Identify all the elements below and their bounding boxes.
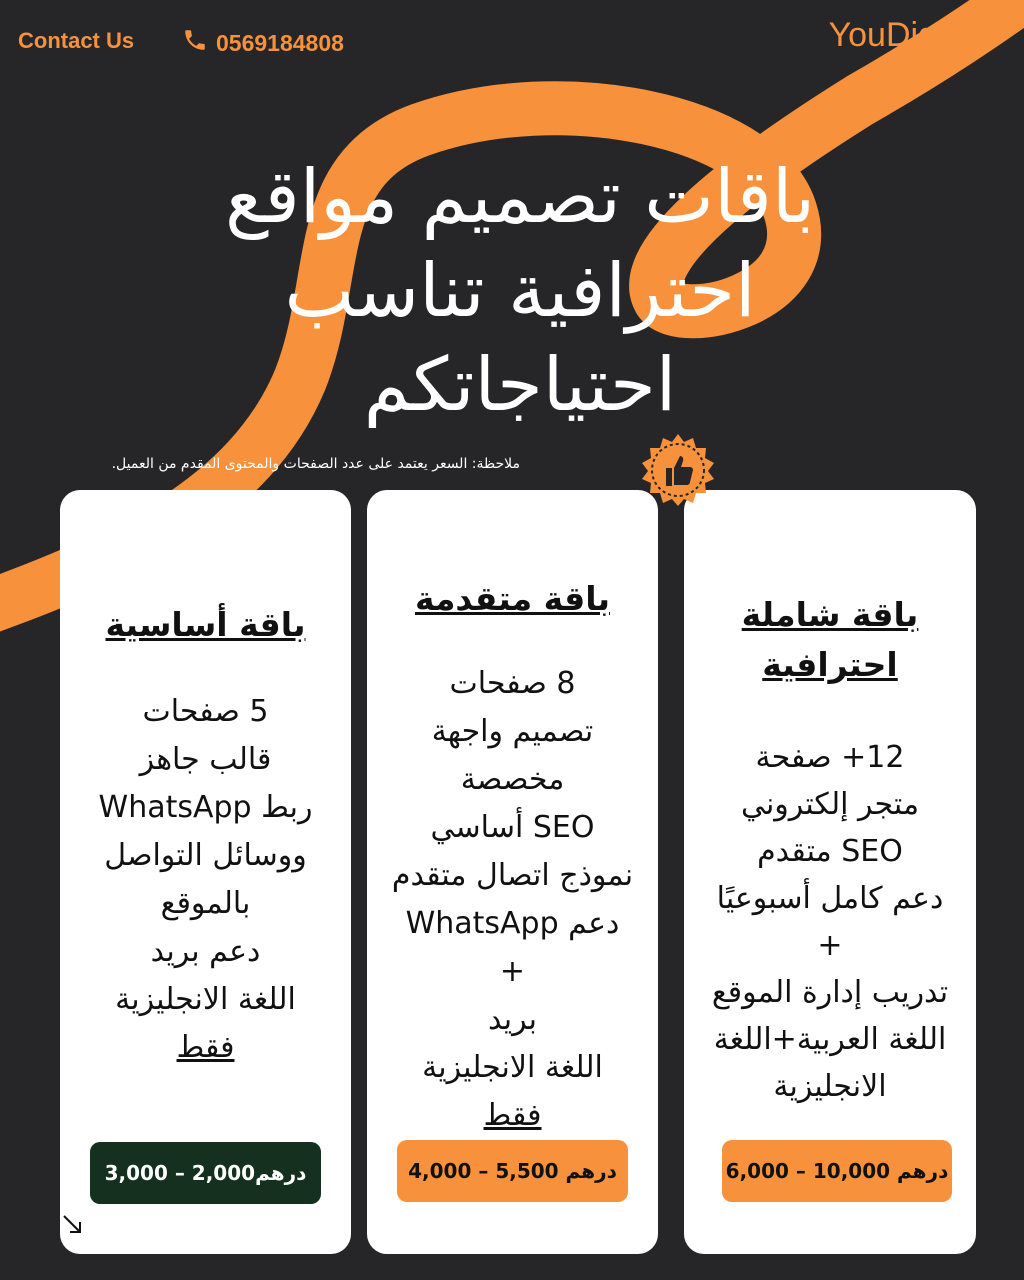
package-title: [684, 590, 976, 690]
brand-logo: YouDigit: [828, 16, 954, 54]
feature-item: دعم بريد: [150, 934, 261, 969]
feature-item: الانجليزية: [773, 1069, 887, 1104]
feature-item: فقط: [176, 1030, 235, 1065]
price-button[interactable]: درهم2,000 – 3,000: [90, 1142, 321, 1204]
package-card-full: [684, 490, 976, 1254]
page-title: [140, 150, 900, 432]
feature-item: +: [499, 954, 526, 989]
price-note: ملاحظة: السعر يعتمد على عدد الصفحات والمحتوى المقدم من العميل.: [111, 456, 520, 472]
feature-item: بالموقع: [160, 886, 251, 921]
feature-item: اللغة الانجليزية: [115, 982, 296, 1017]
feature-item: متجر إلكتروني: [740, 787, 920, 822]
feature-item: قالب جاهز: [139, 742, 272, 777]
package-features: [377, 660, 648, 1140]
title-line-1: باقات تصميم مواقع: [224, 154, 816, 240]
package-title: باقة أساسية: [105, 605, 306, 644]
feature-item: تصميم واجهة: [431, 714, 594, 749]
feature-item: دعم WhatsApp: [405, 906, 620, 941]
feature-item: +: [817, 928, 843, 963]
feature-item: 8 صفحات: [449, 666, 576, 701]
feature-item: تدريب إدارة الموقع: [711, 975, 949, 1010]
package-title: باقة متقدمة: [414, 579, 611, 618]
thumbs-up-icon: [640, 432, 716, 508]
package-features: [70, 688, 341, 1072]
price-button[interactable]: 4,000 – 5,500 درهم: [397, 1140, 628, 1202]
package-card-basic: [60, 490, 351, 1254]
package-card-advanced: [367, 490, 658, 1254]
feature-item: اللغة الانجليزية: [422, 1050, 603, 1085]
feature-item: SEO متقدم: [757, 834, 903, 869]
title-line-2: احترافية تناسب: [284, 248, 756, 334]
title-line-3: احتياجاتكم: [363, 342, 677, 428]
feature-item: اللغة العربية+اللغة: [713, 1022, 947, 1057]
package-title-line-2: احترافية: [762, 645, 898, 684]
price-button[interactable]: 6,000 – 10,000 درهم: [722, 1140, 952, 1202]
phone-number[interactable]: [182, 27, 344, 59]
feature-item: ربط WhatsApp: [98, 790, 313, 825]
package-title-line-1: باقة شاملة: [741, 595, 919, 634]
feature-item: دعم كامل أسبوعيًا: [716, 881, 944, 916]
package-features: [688, 734, 972, 1110]
feature-item: نموذج اتصال متقدم: [391, 858, 634, 893]
feature-item: SEO أساسي: [430, 810, 595, 845]
phone-text: 0569184808: [216, 29, 344, 56]
feature-item: بريد: [488, 1002, 537, 1037]
top-bar: [0, 0, 1024, 90]
feature-item: مخصصة: [460, 762, 565, 797]
feature-item: 12+ صفحة: [755, 740, 905, 775]
phone-icon: [182, 27, 208, 59]
feature-item: ووسائل التواصل: [104, 838, 307, 873]
feature-item: 5 صفحات: [142, 694, 269, 729]
feature-item: فقط: [483, 1098, 542, 1133]
resize-arrow-icon: [62, 1214, 82, 1234]
contact-us-link[interactable]: Contact Us: [18, 28, 135, 53]
